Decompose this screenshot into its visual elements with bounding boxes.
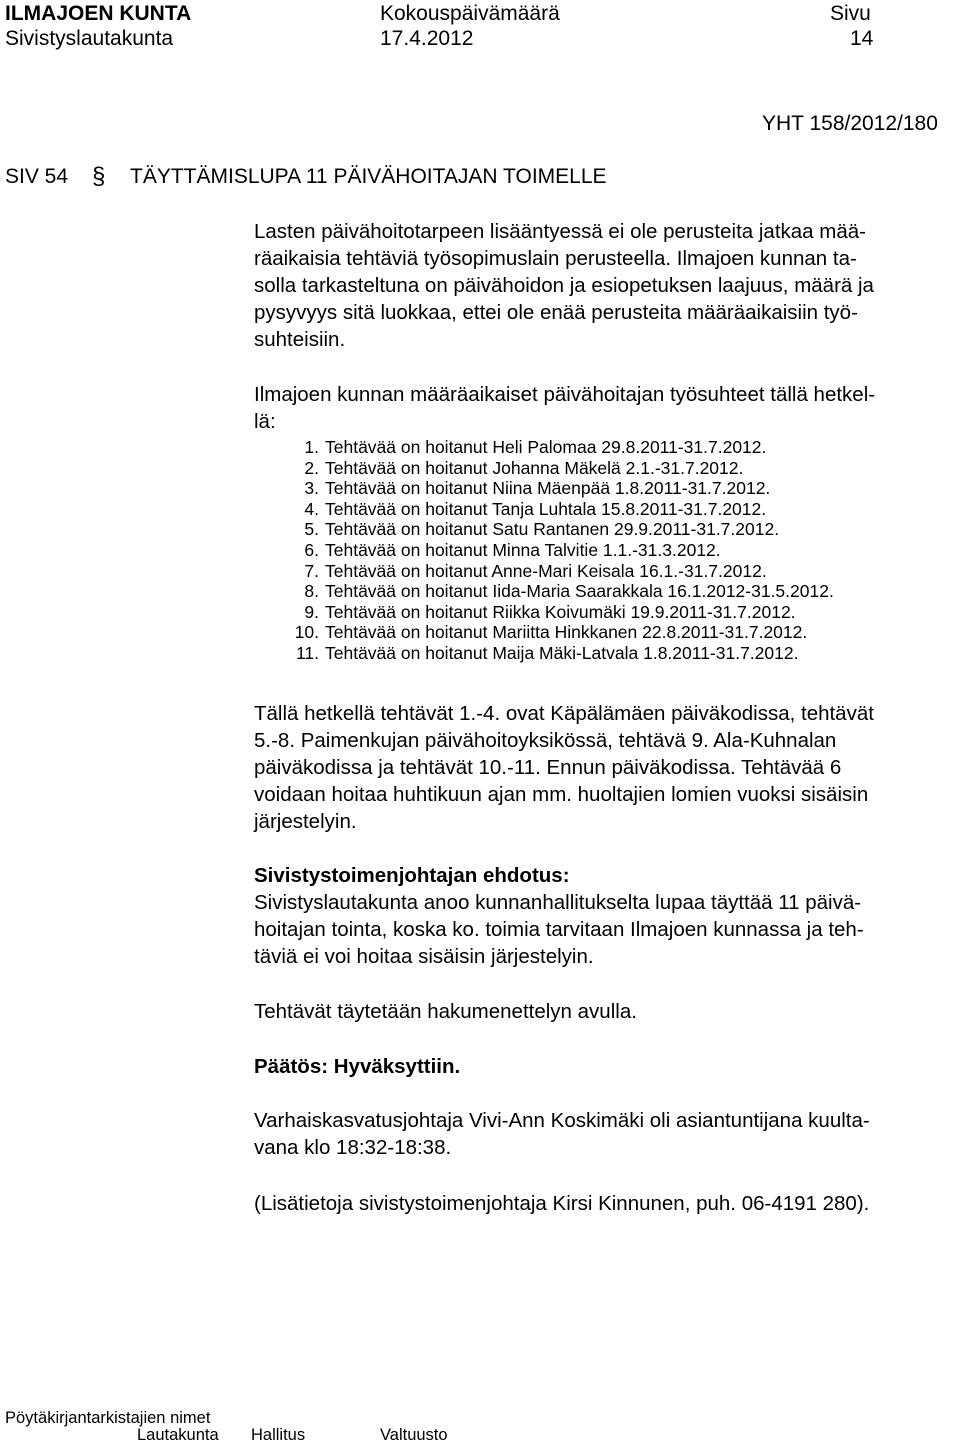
location-paragraph	[254, 700, 874, 835]
list-item-number: 8.	[304, 581, 319, 602]
list-item-number: 7.	[304, 560, 319, 581]
fill-note: Tehtävät täytetään hakumenettelyn avulla.	[254, 1000, 637, 1023]
footer-body-board: Lautakunta	[137, 1426, 219, 1444]
proposal-heading: Sivistystoimenjohtajan ehdotus:	[254, 864, 570, 887]
reference-number: YHT 158/2012/180	[762, 112, 938, 135]
list-item-text: Tehtävää on hoitanut Riikka Koivumäki 19.9.2011-31.7.2012.	[325, 601, 796, 622]
section-title: TÄYTTÄMISLUPA 11 PÄIVÄHOITAJAN TOIMELLE	[130, 165, 607, 188]
meeting-date: 17.4.2012	[380, 27, 474, 50]
list-item-text: Tehtävää on hoitanut Anne-Mari Keisala 16.1.-31.7.2012.	[325, 560, 767, 581]
section-code: SIV 54	[5, 165, 69, 188]
text-line: vana klo 18:32-18:38.	[254, 1136, 452, 1159]
text-line: voidaan hoitaa huhtikuun ajan mm. huoltajien lomien vuoksi sisäisin	[254, 783, 869, 806]
text-line: järjestelyin.	[254, 810, 357, 833]
footer-body-council: Valtuusto	[380, 1426, 448, 1444]
list-item-text: Tehtävää on hoitanut Mariitta Hinkkanen 22.8.2011-31.7.2012.	[325, 622, 808, 643]
list-item-text: Tehtävää on hoitanut Heli Palomaa 29.8.2011-31.7.2012.	[325, 437, 767, 457]
list-item-number: 6.	[304, 540, 319, 560]
list-intro	[254, 381, 875, 435]
contact-info: (Lisätietoja sivistystoimenjohtaja Kirsi Kinnunen, puh. 06-4191 280).	[254, 1192, 870, 1215]
list-item-text: Tehtävää on hoitanut Satu Rantanen 29.9.2011-31.7.2012.	[325, 519, 780, 540]
list-item-number: 1.	[304, 437, 319, 457]
list-item-text: Tehtävää on hoitanut Tanja Luhtala 15.8.2011-31.7.2012.	[325, 498, 767, 519]
page-label: Sivu	[830, 2, 871, 25]
list-item-text: Tehtävää on hoitanut Minna Talvitie 1.1.-31.3.2012.	[325, 540, 721, 560]
decision: Päätös: Hyväksyttiin.	[254, 1055, 461, 1078]
intro-paragraph	[254, 218, 874, 353]
text-line: solla tarkasteltuna on päivähoidon ja esiopetuksen laajuus, määrä ja	[254, 274, 874, 297]
text-line: Varhaiskasvatusjohtaja Vivi-Ann Koskimäki oli asiantuntijana kuulta-	[254, 1109, 870, 1132]
list-item-text: Tehtävää on hoitanut Iida-Maria Saarakkala 16.1.2012-31.5.2012.	[325, 581, 834, 602]
expert-paragraph	[254, 1107, 870, 1161]
text-line: pysyvyys sitä luokkaa, ettei ole enää perusteita määräaikaisiin työ-	[254, 301, 858, 324]
department: Sivistyslautakunta	[5, 27, 174, 50]
meeting-date-label: Kokouspäivämäärä	[380, 2, 560, 25]
text-line: räaikaisia tehtäviä työsopimuslain perusteella. Ilmajoen kunnan ta-	[254, 247, 857, 270]
footer-checkers: Pöytäkirjantarkistajien nimet	[5, 1409, 211, 1427]
text-line: lä:	[254, 410, 276, 433]
section-symbol: §	[92, 163, 106, 190]
text-line: Sivistyslautakunta anoo kunnanhallitukselta lupaa täyttää 11 päivä-	[254, 891, 862, 914]
text-line: Tällä hetkellä tehtävät 1.-4. ovat Käpälämäen päiväkodissa, tehtävät	[254, 702, 874, 725]
proposal-section	[254, 862, 864, 970]
text-line: päiväkodissa ja tehtävät 10.-11. Ennun päiväkodissa. Tehtävää 6	[254, 756, 842, 779]
list-item-number: 3.	[304, 478, 319, 499]
footer-body-government: Hallitus	[251, 1426, 306, 1444]
list-item-number: 2.	[304, 457, 319, 478]
list-item-number: 11.	[295, 643, 319, 663]
text-line: Ilmajoen kunnan määräaikaiset päivähoitajan työsuhteet tällä hetkel-	[254, 383, 876, 406]
list-item-number: 5.	[304, 519, 319, 540]
text-line: 5.-8. Paimenkujan päivähoitoyksikössä, tehtävä 9. Ala-Kuhnalan	[254, 729, 837, 752]
text-line: Lasten päivähoitotarpeen lisääntyessä ei ole perusteita jatkaa mää-	[254, 220, 866, 243]
text-line: suhteisiin.	[254, 328, 346, 351]
list-item-text: Tehtävää on hoitanut Johanna Mäkelä 2.1.-31.7.2012.	[325, 457, 744, 478]
list-item-text: Tehtävää on hoitanut Niina Mäenpää 1.8.2011-31.7.2012.	[325, 478, 771, 499]
list-item-number: 10.	[294, 622, 319, 643]
text-line: täviä ei voi hoitaa sisäisin järjestelyin.	[254, 945, 594, 968]
text-line: hoitajan tointa, koska ko. toimia tarvitaan Ilmajoen kunnassa ja teh-	[254, 918, 864, 941]
list-item-number: 9.	[304, 601, 319, 622]
list-item-number: 4.	[304, 498, 319, 519]
page-number: 14	[850, 27, 874, 50]
org-name: ILMAJOEN KUNTA	[5, 2, 192, 25]
list-item-text: Tehtävää on hoitanut Maija Mäki-Latvala 1.8.2011-31.7.2012.	[325, 643, 799, 663]
employee-list	[0, 437, 960, 677]
